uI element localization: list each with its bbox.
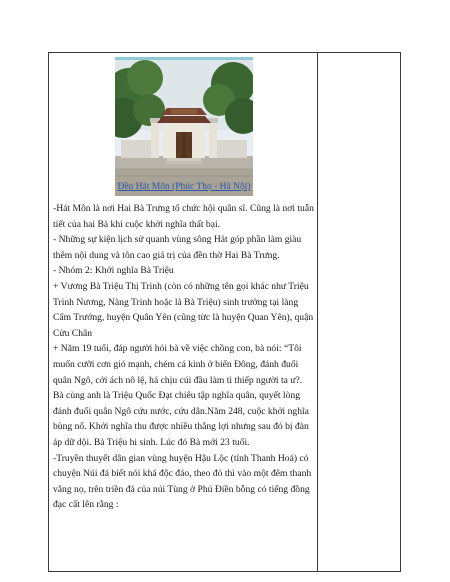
paragraph: -Truyền thuyết dân gian vùng huyện Hậu Lộc (tỉnh Thanh Hoá) có chuyện Núi đá biết nói khá độc đáo, theo đó thì vào một đêm thanh vắng nọ, trên triền đá của núi Tùng ở Phú Điền bỗng có tiếng đồng đạc cất lên rằng : — [53, 452, 312, 511]
photo-caption[interactable]: Đền Hát Môn (Phúc Thọ - Hà Nội) — [117, 182, 251, 192]
paragraph: - Những sự kiện lịch sử quanh vùng sông Hát góp phần làm giàu thêm nội dung và tôn cao giá trị của đền thờ Hai Bà Trưng. — [53, 234, 302, 261]
paragraph: + Năm 19 tuổi, đáp người hỏi bà về việc chồng con, bà nói: “Tôi muốn cưỡi cơn gió mạnh, chém cá kình ở biển Đông, đánh đuổi quân Ngô, cởi ách nô lệ, há chịu cúi đầu làm tì thiếp người ta ư?. Bà cùng anh là Triệu Quốc Đạt chiêu tập nghĩa quân, quyết lòng đánh đuổi quân Ngô cứu nước, cứu dân.Năm 248, cuộc khởi nghĩa bùng nổ. Khởi nghĩa thu được nhiều thắng lợi nhưng sau đó bị đàn áp dữ dội. Bà Triệu hi sinh. Lúc đó Bà mới 23 tuổi. — [53, 343, 309, 448]
content-table — [48, 52, 401, 572]
body-text — [53, 201, 315, 513]
paragraph: -Hát Môn là nơi Hai Bà Trưng tổ chức hội quân sĩ. Cũng là nơi tuẫn tiết của hai Bà khi cuộc khởi nghĩa thất bại. — [53, 203, 314, 230]
temple-gate-illustration — [115, 60, 253, 196]
temple-photo — [115, 57, 253, 196]
paragraph: + Vương Bà Triệu Thị Trinh (còn có những tên gọi khác như Triệu Trinh Nương, Nàng Trinh hoặc là Bà Triệu) sinh trưởng tại làng Cẩm Trướng, huyện Quân Yên (cũng từc là huyện Quan Yên), quận Cửu Chân — [53, 280, 314, 339]
left-cell — [49, 53, 318, 571]
paragraph: - Nhóm 2: Khởi nghĩa Bà Triệu — [53, 265, 174, 277]
